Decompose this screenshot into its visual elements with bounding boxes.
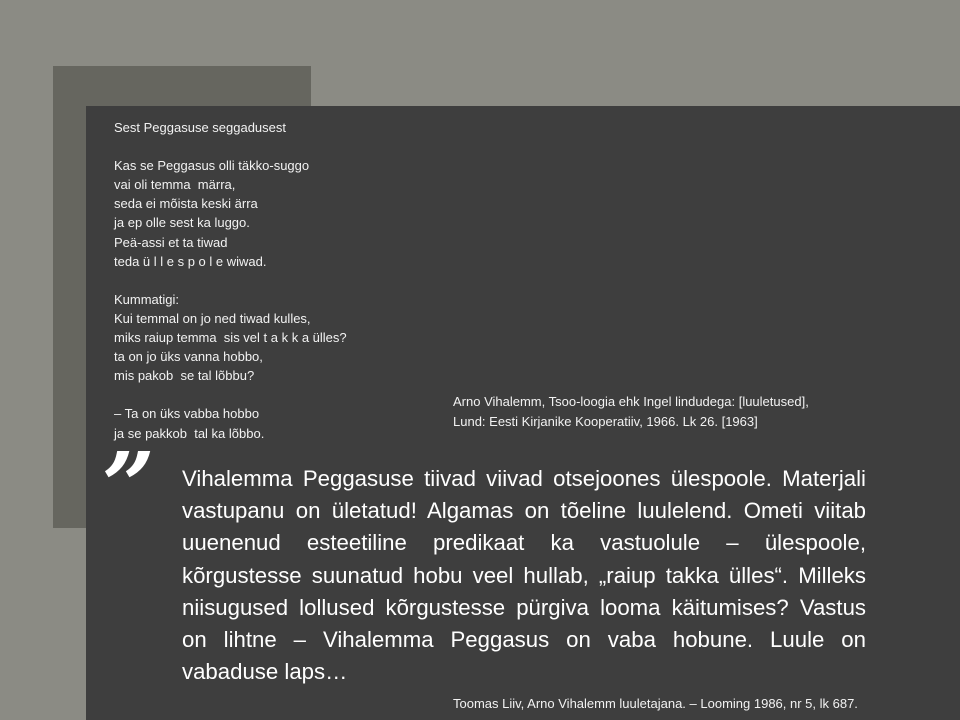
poem-line: Kummatigi:	[114, 291, 180, 307]
poem-line: – Ta on üks vabba hobbo	[114, 406, 260, 422]
poem-line: miks raiup temma sis vel t a k k a ülles?	[114, 330, 347, 346]
poem-line	[114, 137, 434, 156]
poem-line: Peä-assi et ta tiwad	[114, 234, 228, 250]
poem-line	[114, 271, 434, 290]
poem-line: teda ü l l e s p o l e wiwad.	[114, 253, 267, 269]
poem-line: seda ei mõista keski ärra	[114, 196, 258, 212]
book-citation	[453, 392, 893, 431]
quotation-mark-icon: ”	[102, 432, 149, 540]
poem-line: Kas se Peggasus olli täkko-suggo	[114, 158, 310, 174]
poem-title: Sest Peggasuse seggadusest	[114, 120, 287, 135]
poem-line: mis pakob se tal lõbbu?	[114, 368, 255, 384]
poem-line	[114, 385, 434, 404]
poem-line: ta on jo üks vanna hobbo,	[114, 349, 263, 365]
poem-line: Kui temmal on jo ned tiwad kulles,	[114, 310, 311, 326]
poem-line: ja se pakkob tal ka lõbbo.	[114, 425, 265, 441]
article-citation: Toomas Liiv, Arno Vihalemm luuletajana. – Looming 1986, nr 5, lk 687.	[453, 696, 858, 711]
book-citation-line: Lund: Eesti Kirjanike Kooperatiiv, 1966. Lk 26. [1963]	[453, 413, 758, 429]
book-citation-line: Arno Vihalemm, Tsoo-loogia ehk Ingel lindudega: [luuletused],	[453, 394, 809, 409]
poem-text	[114, 118, 434, 443]
poem-line: vai oli temma märra,	[114, 177, 236, 193]
quote-text: Vihalemma Peggasuse tiivad viivad otsejoones ülespoole. Materjali vastupanu on ületatud! Algamas on tõeline luulelend. Ometi viitab uuenenud esteetiline predikaat ka vastuolule – ülespoole, kõrgustesse suunatud hobu veel hullab, „raiup takka ülles“. Milleks niisugused lollused kõrgustesse pürgiva looma käitumises? Vastus on lihtne – Vihalemma Peggasus on vaba hobune. Luule on vabaduse laps…	[182, 466, 866, 685]
poem-line: ja ep olle sest ka luggo.	[114, 215, 250, 231]
